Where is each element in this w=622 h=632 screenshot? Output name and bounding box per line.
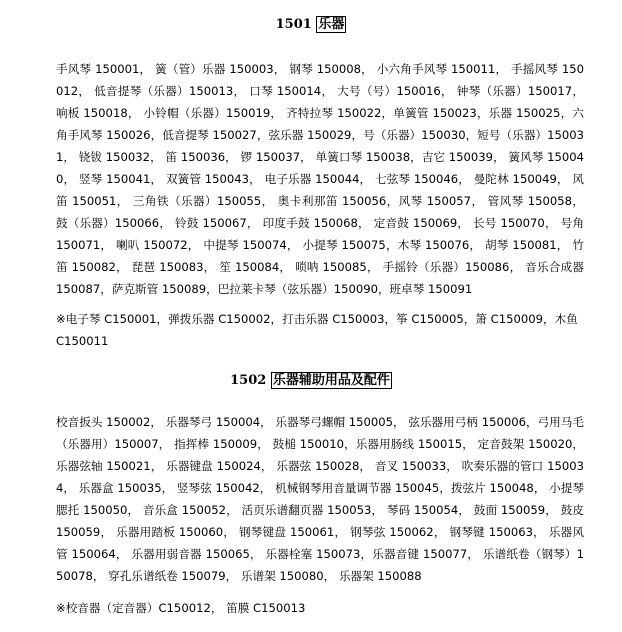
section-code: 1501 — [275, 17, 312, 32]
section-heading-1501 — [0, 16, 622, 34]
section-heading-1502 — [0, 372, 622, 390]
section-note-1501: ※电子琴 C150001，弹拨乐器 C150002，打击乐器 C150003，筝 C150005，箫 C150009，木鱼 C150011 — [56, 312, 578, 348]
section-title: 乐器辅助用品及配件 — [272, 373, 390, 388]
section-body-1502: 校音扳头 150002， 乐器琴弓 150004， 乐器琴弓螺帽 150005， 弦乐器用弓柄 150006，弓用马毛（乐器用）150007， 指挥棒 150009， 鼓槌 150010，乐器用肠线 150015， 定音鼓架 150020， 乐器弦轴 150021， 乐器键盘 150024， 乐器弦 150028， 音叉 150033， 吹奏乐器的管口 150034， 乐器盒 150035， 竖琴弦 150042， 机械钢琴用音量调节器 150045，拨弦片 150048， 小提琴腮托 150050， 音乐盒 150052， 活页乐谱翻页器 150053， 琴码 150054， 鼓面 150059， 鼓皮 150059， 乐器用踏板 150060， 钢琴键盘 150061， 钢琴弦 150062， 钢琴键 150063， 乐器风管 150064， 乐器用弱音器 150065， 乐器栓塞 150073，乐器音键 150077， 乐谱纸卷（钢琴）150078， 穿孔乐谱纸卷 150079， 乐谱架 150080， 乐器架 150088 — [56, 415, 584, 583]
section-title: 乐器 — [318, 17, 345, 32]
section-note-1502: ※校音器（定音器）C150012， 笛膜 C150013 — [56, 601, 306, 615]
section-code: 1502 — [230, 373, 267, 388]
section-body-1501: 手风琴 150001， 簧（管）乐器 150003， 钢琴 150008， 小六角手风琴 150011， 手摇风琴 150012， 低音提琴（乐器）150013， 口琴 150014， 大号（号）150016， 钟琴（乐器）150017， 响板 150018， 小铃帽（乐器）150019， 齐特拉琴 150022，单簧管 150023，乐器 150025，六角手风琴 150026，低音提琴 150027，弦乐器 150029，号（乐器）150030，短号（乐器）150031， 铙钹 150032， 笛 150036， 锣 150037， 单簧口琴 150038，吉它 150039， 簧风琴 150040， 竖琴 150041， 双簧管 150043， 电子乐器 150044， 七弦琴 150046， 曼陀林 150049， 风笛 150051， 三角铁（乐器）150055， 奥卡利那笛 150056，风琴 150057， 管风琴 150058， 鼓（乐器）150066， 铃鼓 150067， 印度手鼓 150068， 定音鼓 150069， 长号 150070， 号角 150071， 喇叭 150072， 中提琴 150074， 小提琴 150075，木琴 150076， 胡琴 150081， 竹笛 150082， 琵琶 150083， 笙 150084， 唢呐 150085， 手摇铃（乐器）150086， 音乐合成器 150087，萨克斯管 150089，巴拉莱卡琴（弦乐器）150090，班卓琴 150091 — [56, 62, 584, 296]
